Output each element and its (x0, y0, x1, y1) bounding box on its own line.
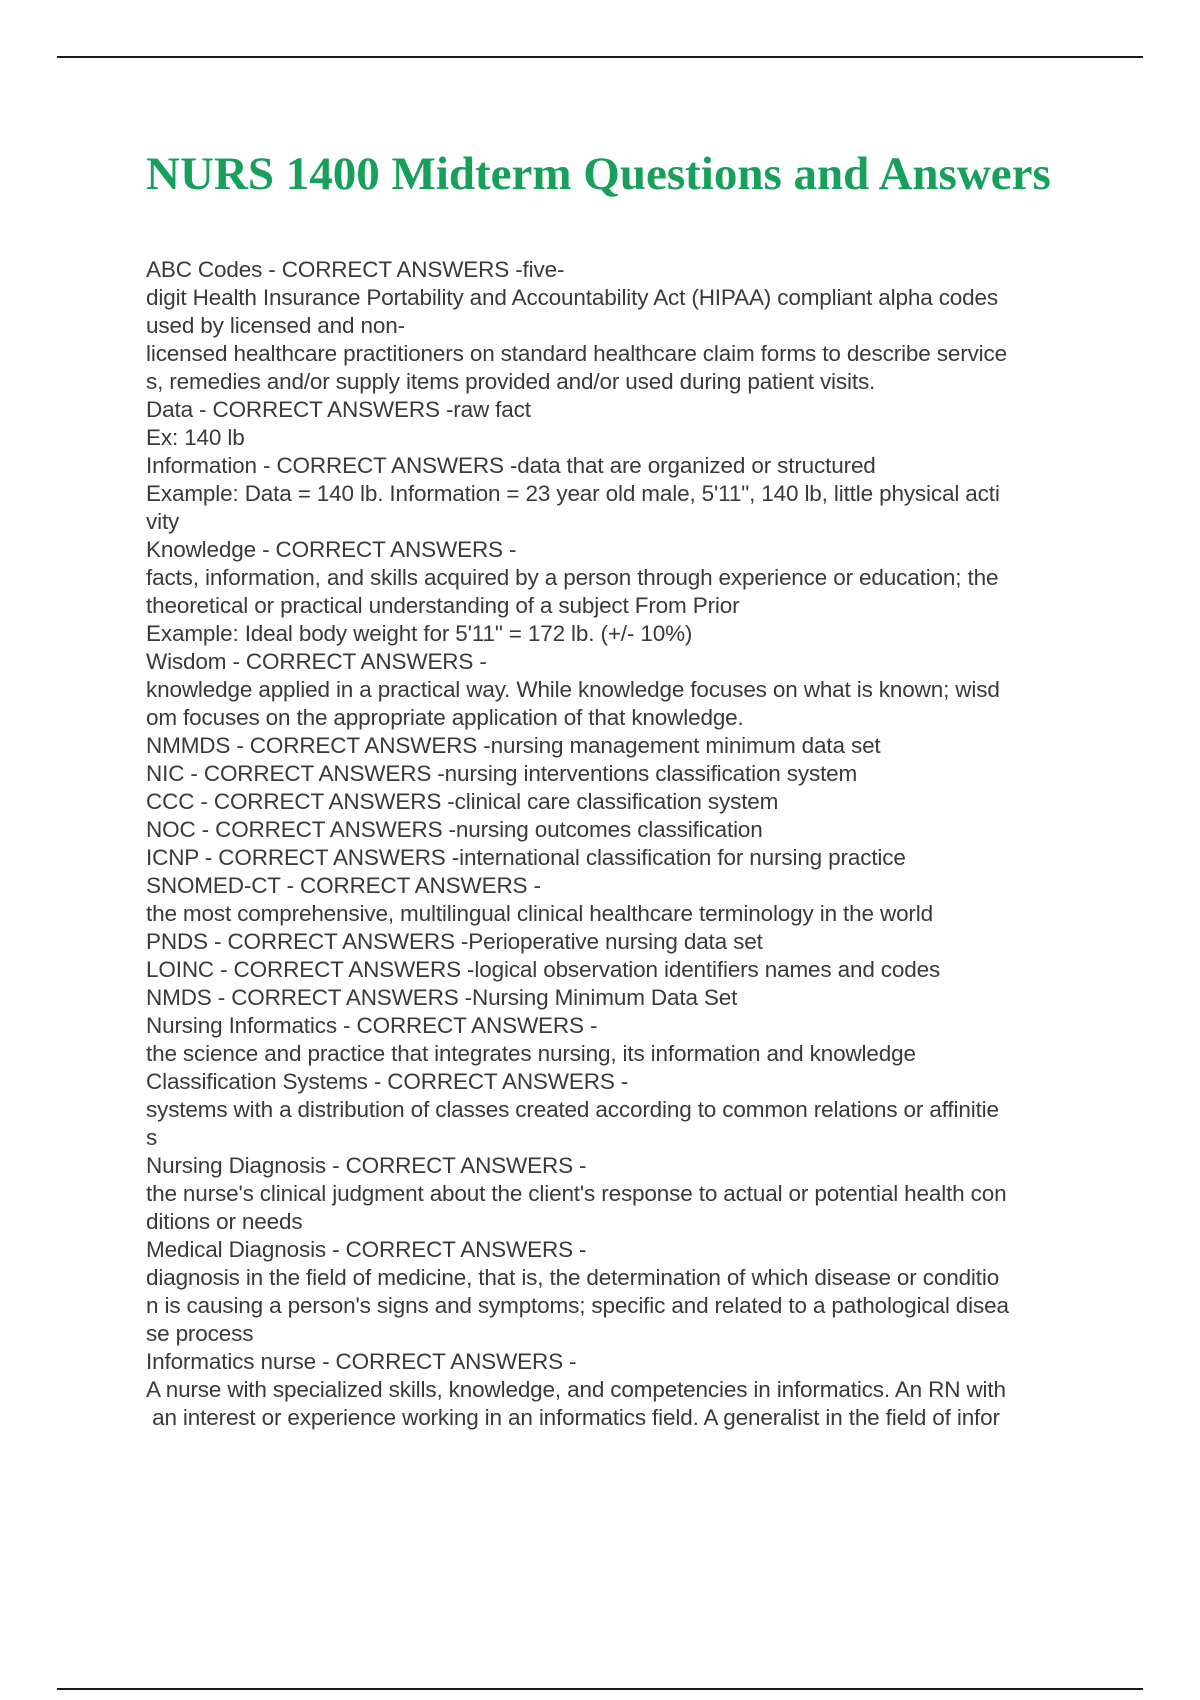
text-line: Data - CORRECT ANSWERS -raw fact (146, 397, 531, 422)
text-line: Nursing Diagnosis - CORRECT ANSWERS - (146, 1153, 587, 1178)
text-line: Ex: 140 lb (146, 425, 245, 450)
text-line: facts, information, and skills acquired by a person through experience or education; the (146, 565, 999, 590)
text-line: vity (146, 509, 180, 534)
text-line: ICNP - CORRECT ANSWERS -international classification for nursing practice (146, 845, 906, 870)
text-line: om focuses on the appropriate application of that knowledge. (146, 705, 744, 730)
text-line: knowledge applied in a practical way. While knowledge focuses on what is known; wisd (146, 677, 1000, 702)
text-line: the most comprehensive, multilingual clinical healthcare terminology in the world (146, 901, 933, 926)
text-line: n is causing a person's signs and symptoms; specific and related to a pathological disea (146, 1293, 1009, 1318)
document-body (146, 256, 1096, 1432)
text-line: LOINC - CORRECT ANSWERS -logical observation identifiers names and codes (146, 957, 941, 982)
text-line: Wisdom - CORRECT ANSWERS - (146, 649, 487, 674)
text-line: NOC - CORRECT ANSWERS -nursing outcomes classification (146, 817, 763, 842)
text-line: Nursing Informatics - CORRECT ANSWERS - (146, 1013, 598, 1038)
text-line: ABC Codes - CORRECT ANSWERS -five- (146, 257, 565, 282)
text-line: digit Health Insurance Portability and Accountability Act (HIPAA) compliant alpha codes (146, 285, 998, 310)
text-line: Classification Systems - CORRECT ANSWERS - (146, 1069, 629, 1094)
text-line: Medical Diagnosis - CORRECT ANSWERS - (146, 1237, 587, 1262)
text-line: s, remedies and/or supply items provided and/or used during patient visits. (146, 369, 876, 394)
text-line: Example: Ideal body weight for 5'11" = 172 lb. (+/- 10%) (146, 621, 693, 646)
text-line: the science and practice that integrates nursing, its information and knowledge (146, 1041, 916, 1066)
text-line: ditions or needs (146, 1209, 303, 1234)
text-line: A nurse with specialized skills, knowledge, and competencies in informatics. An RN with (146, 1377, 1006, 1402)
document-title: NURS 1400 Midterm Questions and Answers (146, 148, 1051, 200)
text-line: the nurse's clinical judgment about the client's response to actual or potential health con (146, 1181, 1007, 1206)
text-line: s (146, 1125, 158, 1150)
text-line: SNOMED-CT - CORRECT ANSWERS - (146, 873, 541, 898)
text-line: systems with a distribution of classes created according to common relations or affinitie (146, 1097, 999, 1122)
text-line: Information - CORRECT ANSWERS -data that are organized or structured (146, 453, 876, 478)
text-line: used by licensed and non- (146, 313, 405, 338)
text-line: NIC - CORRECT ANSWERS -nursing interventions classification system (146, 761, 858, 786)
bottom-rule (57, 1688, 1143, 1690)
text-line: licensed healthcare practitioners on standard healthcare claim forms to describe service (146, 341, 1007, 366)
text-line: Knowledge - CORRECT ANSWERS - (146, 537, 517, 562)
text-line: theoretical or practical understanding of a subject From Prior (146, 593, 740, 618)
text-line: CCC - CORRECT ANSWERS -clinical care classification system (146, 789, 779, 814)
text-line: PNDS - CORRECT ANSWERS -Perioperative nursing data set (146, 929, 763, 954)
text-line: an interest or experience working in an informatics field. A generalist in the field of infor (146, 1405, 1000, 1430)
text-line: Example: Data = 140 lb. Information = 23 year old male, 5'11", 140 lb, little physical acti (146, 481, 1000, 506)
top-rule (57, 56, 1143, 58)
text-line: NMDS - CORRECT ANSWERS -Nursing Minimum Data Set (146, 985, 738, 1010)
text-line: diagnosis in the field of medicine, that is, the determination of which disease or conditio (146, 1265, 1000, 1290)
text-line: Informatics nurse - CORRECT ANSWERS - (146, 1349, 577, 1374)
text-line: NMMDS - CORRECT ANSWERS -nursing management minimum data set (146, 733, 881, 758)
text-line: se process (146, 1321, 254, 1346)
